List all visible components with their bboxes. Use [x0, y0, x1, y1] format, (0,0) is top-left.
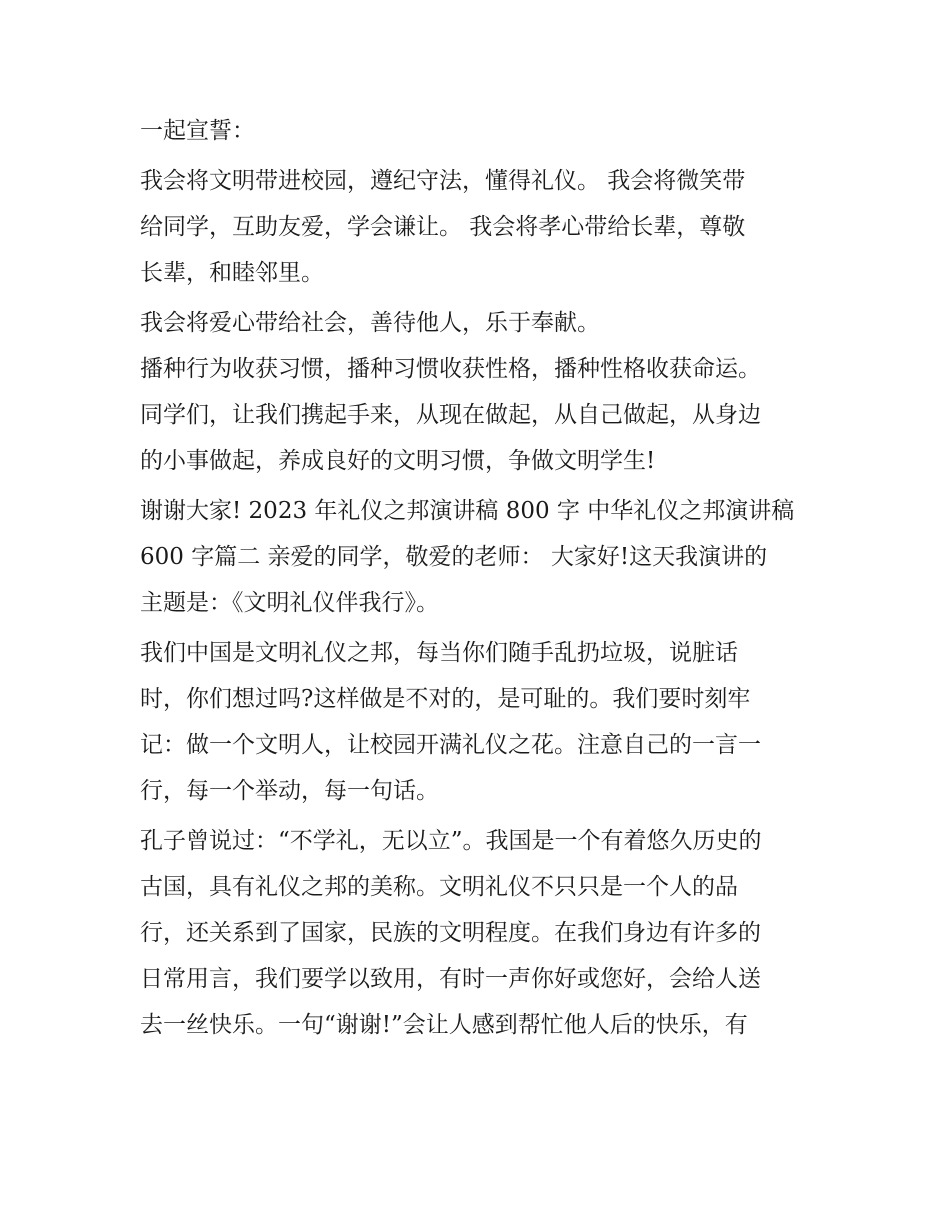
text-line: 我会将爱心带给社会，善待他人，乐于奉献。 — [140, 310, 600, 336]
text-line: 我们中国是文明礼仪之邦，每当你们随手乱扔垃圾，说脏话 — [140, 640, 738, 666]
text-line: 给同学，互助友爱，学会谦让。 我会将孝心带给长辈，尊敬 — [140, 214, 746, 240]
text-line: 去一丝快乐。一句“谢谢!”会让人感到帮忙他人后的快乐，有 — [140, 1012, 748, 1038]
document-body — [140, 108, 820, 1048]
text-line: 孔子曾说过：“不学礼，无以立”。我国是一个有着悠久历史的 — [140, 828, 762, 854]
text-line: 时，你们想过吗?这样做是不对的，是可耻的。我们要时刻牢 — [140, 686, 751, 712]
text-line: 记：做一个文明人，让校园开满礼仪之花。注意自己的一言一 — [140, 732, 761, 758]
text-line: 古国，具有礼仪之邦的美称。文明礼仪不只只是一个人的品 — [140, 874, 738, 900]
text-line: 同学们，让我们携起手来，从现在做起，从自己做起，从身边 — [140, 402, 761, 428]
text-line: 日常用言，我们要学以致用，有时一声你好或您好，会给人送 — [140, 966, 761, 992]
text-line: 行，还关系到了国家，民族的文明程度。在我们身边有许多的 — [140, 920, 761, 946]
text-line: 的小事做起，养成良好的文明习惯，争做文明学生! — [140, 448, 656, 474]
text-line: 播种行为收获习惯，播种习惯收获性格，播种性格收获命运。 — [140, 356, 761, 382]
text-line: 主题是：《文明礼仪伴我行》。 — [140, 590, 439, 616]
text-line: 我会将文明带进校园，遵纪守法，懂得礼仪。 我会将微笑带 — [140, 168, 746, 194]
text-line: 行，每一个举动，每一句话。 — [140, 778, 439, 804]
text-line: 一起宣誓： — [140, 118, 255, 144]
text-line: 600 字篇二 亲爱的同学，敬爱的老师： 大家好!这天我演讲的 — [140, 544, 768, 570]
text-line: 谢谢大家! 2023 年礼仪之邦演讲稿 800 字 中华礼仪之邦演讲稿 — [140, 498, 795, 524]
text-line: 长辈，和睦邻里。 — [140, 260, 324, 286]
